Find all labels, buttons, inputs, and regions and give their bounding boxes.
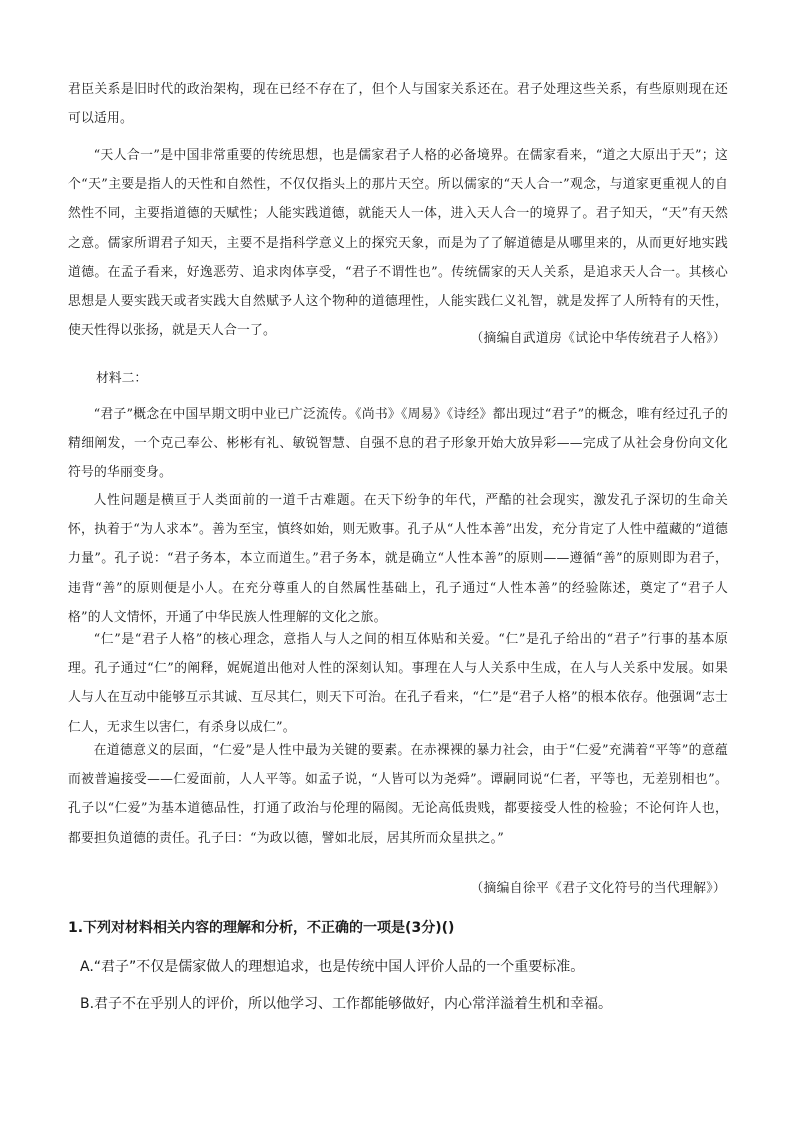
- paragraph-6: 在道德意义的层面，“仁爱”是人性中最为关键的要素。在赤裸裸的暴力社会，由于“仁爱”充满着“平等”的意蕴而被普遍接受——仁爱面前，人人平等。如孟子说，“人皆可以为尧舜”。谭嗣同说“仁者，平等也，无差别相也”。孔子以“仁爱”为基本道德品性，打通了政治与伦理的隔阂。无论高低贵贱，都要接受人性的检验；不论何许人也，都要担负道德的责任。孔子曰：“为政以德，譬如北辰，居其所而众星拱之。”: [68, 743, 728, 846]
- paragraph-1: 君臣关系是旧时代的政治架构，现在已经不存在了，但个人与国家关系还在。君子处理这些关系，有些原则现在还可以适用。: [68, 82, 728, 127]
- question-title: 1.下列对材料相关内容的理解和分析，不正确的一项是(3分)(): [68, 920, 455, 936]
- source-citation-1: （摘编自武道房《试论中华传统君子人格》）: [470, 331, 726, 346]
- paragraph-4: 人性问题是横亘于人类面前的一道千古难题。在天下纷争的年代，严酷的社会现实，激发孔子深切的生命关怀，执着于“为人求本”。善为至宝，慎终如始，则无败事。孔子从“人性本善”出发，充分肯定了人性中蕴藏的“道德力量”。孔子说：“君子务本，本立而道生。”君子务本，就是确立“人性本善”的原则——遵循“善”的原则即为君子，违背“善”的原则便是小人。在充分尊重人的自然属性基础上，孔子通过“人性本善”的经验陈述，奠定了“君子人格”的人文情怀，开通了中华民族人性理解的文化之旅。: [68, 493, 728, 625]
- paragraph-3: “君子”概念在中国早期文明中业已广泛流传。《尚书》《周易》《诗经》都出现过“君子”的概念，唯有经过孔子的精细阐发，一个克己奉公、彬彬有礼、敏锐智慧、自强不息的君子形象开始大放异彩——完成了从社会身份向文化符号的华丽变身。: [68, 407, 728, 481]
- source-citation-2: （摘编自徐平《君子文化符号的当代理解》）: [470, 881, 726, 896]
- paragraph-2: “天人合一”是中国非常重要的传统思想，也是儒家君子人格的必备境界。在儒家看来，“道之大原出于天”；这个“天”主要是指人的天性和自然性，不仅仅指头上的那片天空。所以儒家的“天人合一”观念，与道家更重视人的自然性不同，主要指道德的天赋性；人能实践道德，就能天人一体，进入天人合一的境界了。君子知天，“天”有天然之意。儒家所谓君子知天，主要不是指科学意义上的探究天象，而是为了了解道德是从哪里来的，从而更好地实践道德。在孟子看来，好逸恶劳、追求肉体享受，“君子不谓性也”。传统儒家的天人关系，是追求天人合一。其核心思想是人要实践天或者实践大自然赋予人这个物种的道德理性，人能实践仁义礼智，就是发挥了人所特有的天性，使天性得以张扬，就是天人合一了。: [68, 148, 728, 339]
- material-two-label: 材料二：: [96, 371, 148, 386]
- paragraph-5: “仁”是“君子人格”的核心理念，意指人与人之间的相互体贴和关爱。“仁”是孔子给出的“君子”行事的基本原理。孔子通过“仁”的阐释，娓娓道出他对人性的深刻认知。事理在人与人关系中生成，在人与人关系中发展。如果人与人在互动中能够互示其诚、互尽其仁，则天下可治。在孔子看来，“仁”是“君子人格”的根本依存。他强调“志士仁人，无求生以害仁，有杀身以成仁”。: [68, 632, 728, 735]
- option-b[interactable]: B.君子不在乎别人的评价，所以他学习、工作都能够做好，内心常洋溢着生机和幸福。: [80, 996, 613, 1012]
- option-a[interactable]: A.“君子”不仅是儒家做人的理想追求，也是传统中国人评价人品的一个重要标准。: [80, 959, 585, 975]
